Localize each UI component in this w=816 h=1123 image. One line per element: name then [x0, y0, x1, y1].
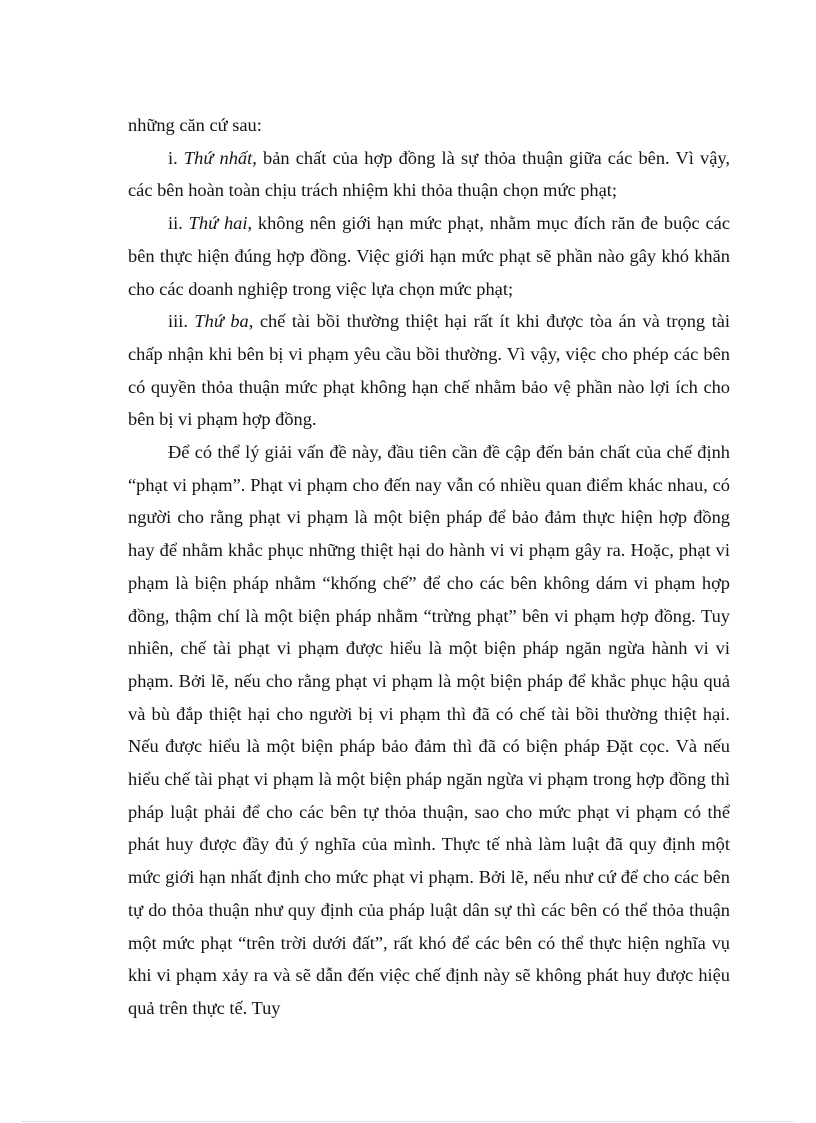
- list-item-text: , chế tài bồi thường thiệt hại rất ít khi được tòa án và trọng tài chấp nhận khi bên bị vi phạm yêu cầu bồi thường. Vì vậy, việc cho phép các bên có quyền thỏa thuận mức phạt không hạn chế nhằm bảo vệ phần nào lợi ích cho bên bị vi phạm hợp đồng.: [128, 311, 730, 430]
- paragraph-text: những căn cứ sau:: [128, 115, 262, 135]
- list-item-heading: Thứ nhất: [183, 147, 253, 168]
- list-item-first: [128, 142, 730, 207]
- list-marker: iii.: [168, 311, 188, 332]
- page-bottom-divider: [22, 1121, 794, 1122]
- list-marker: ii.: [168, 213, 183, 234]
- list-item-heading: Thứ hai: [188, 213, 248, 234]
- list-item-heading: Thứ ba: [194, 311, 249, 332]
- list-item-text: , bản chất của hợp đồng là sự thỏa thuận giữa các bên. Vì vậy, các bên hoàn toàn chịu trách nhiệm khi thỏa thuận chọn mức phạt;: [128, 147, 730, 201]
- list-item-second: [128, 207, 730, 305]
- paragraph-continuation: [128, 109, 730, 142]
- paragraph-analysis: [128, 436, 730, 1025]
- body-text: [128, 109, 730, 1025]
- list-marker: i.: [168, 147, 178, 168]
- paragraph-text: Để có thể lý giải vấn đề này, đầu tiên cần đề cập đến bản chất của chế định “phạt vi phạm”. Phạt vi phạm cho đến nay vẫn có nhiều quan điểm khác nhau, có người cho rằng phạt vi phạm là một biện pháp để bảo đảm thực hiện hợp đồng hay để nhằm khắc phục những thiệt hại do hành vi vi phạm gây ra. Hoặc, phạt vi phạm là biện pháp nhằm “khống chế” để cho các bên không dám vi phạm hợp đồng, thậm chí là một biện pháp nhằm “trừng phạt” bên vi phạm hợp đồng. Tuy nhiên, chế tài phạt vi phạm được hiểu là một biện pháp ngăn ngừa hành vi vi phạm. Bởi lẽ, nếu cho rằng phạt vi phạm là một biện pháp để khắc phục hậu quả và bù đắp thiệt hại cho người bị vi phạm thì đã có chế tài bồi thường thiệt hại. Nếu được hiểu là một biện pháp bảo đảm thì đã có biện pháp Đặt cọc. Và nếu hiểu chế tài phạt vi phạm là một biện pháp ngăn ngừa vi phạm trong hợp đồng thì pháp luật phải để cho các bên tự thỏa thuận, sao cho mức phạt vi phạm có thể phát huy được đầy đủ ý nghĩa của mình. Thực tế nhà làm luật đã quy định một mức giới hạn nhất định cho mức phạt vi phạm. Bởi lẽ, nếu như cứ để cho các bên tự do thỏa thuận như quy định của pháp luật dân sự thì các bên có thể thỏa thuận một mức phạt “trên trời dưới đất”, rất khó để các bên có thể thực hiện nghĩa vụ khi vi phạm xảy ra và sẽ dẫn đến việc chế định này sẽ không phát huy được hiệu quả trên thực tế. Tuy: [128, 442, 730, 1018]
- list-item-text: , không nên giới hạn mức phạt, nhằm mục đích răn đe buộc các bên thực hiện đúng hợp đồng. Việc giới hạn mức phạt sẽ phần nào gây khó khăn cho các doanh nghiệp trong việc lựa chọn mức phạt;: [128, 213, 730, 299]
- list-item-third: [128, 305, 730, 436]
